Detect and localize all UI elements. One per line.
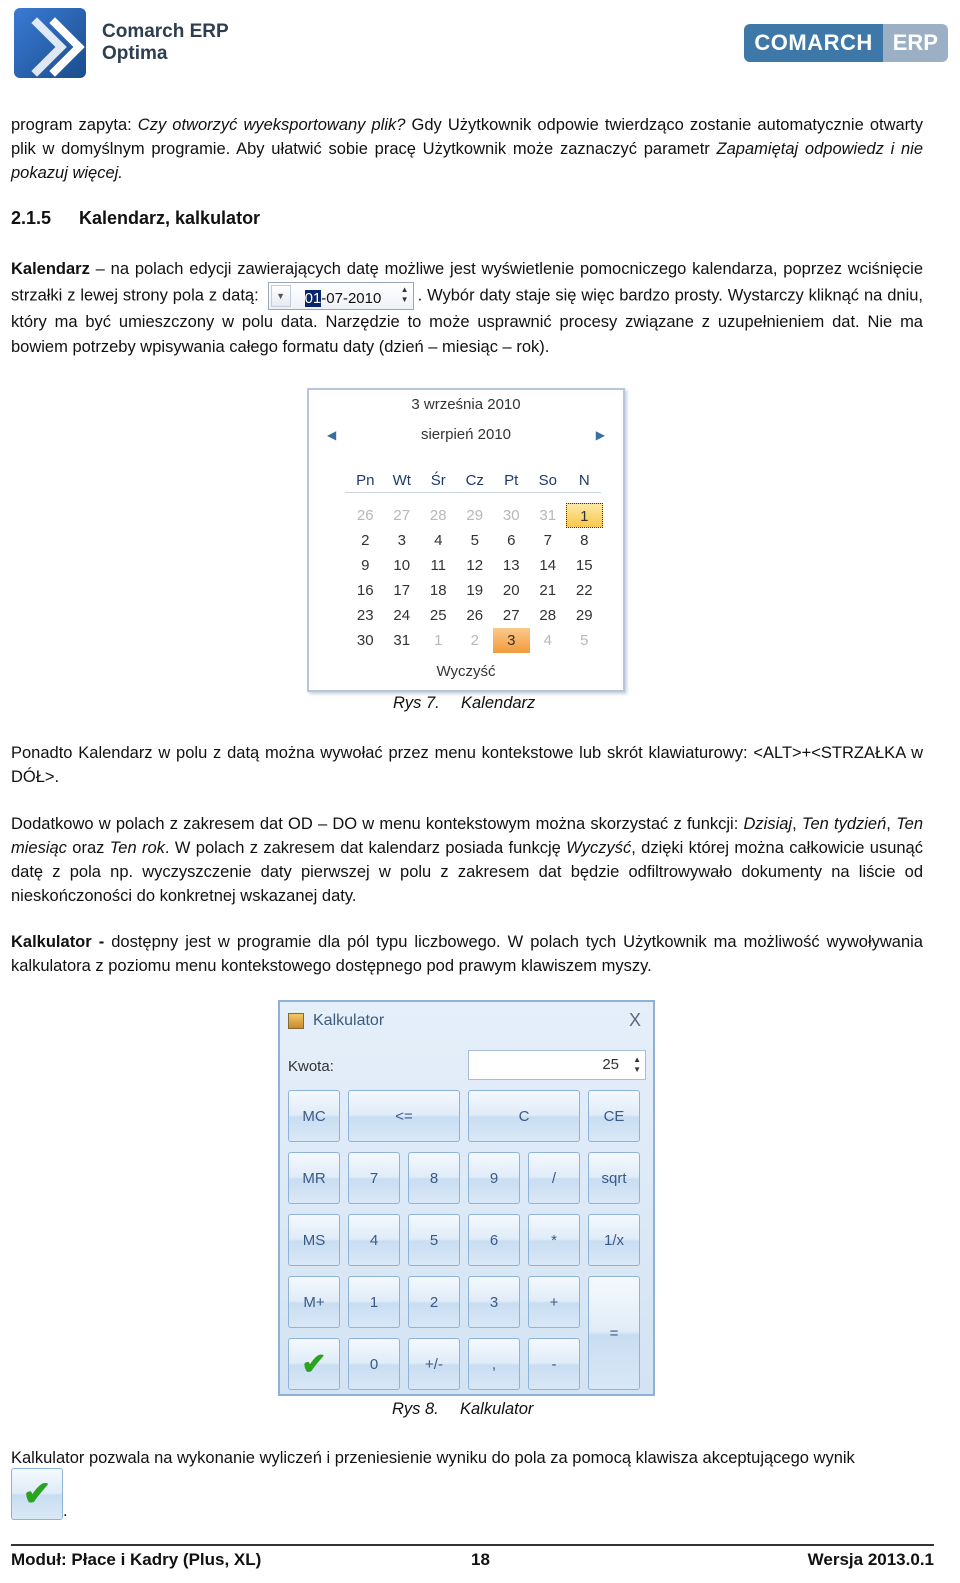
calendar-month-label[interactable]: sierpień 2010 (420, 426, 512, 443)
calendar-day[interactable]: 28 (429, 507, 447, 524)
paragraph-end-dot: . (63, 1502, 68, 1520)
calc-button-inv[interactable]: 1/x (588, 1214, 640, 1266)
calc-button-mul[interactable]: * (528, 1214, 580, 1266)
page-footer (11, 1544, 934, 1569)
weekday-header: Pn (356, 472, 375, 489)
calculator-titlebar (280, 1002, 653, 1038)
calc-button-div[interactable]: / (528, 1152, 580, 1204)
ok-checkmark-icon[interactable]: ✔ (288, 1338, 340, 1390)
calc-button-mc[interactable]: MC (288, 1090, 340, 1142)
calendar-day[interactable]: 17 (393, 582, 411, 599)
calendar-day[interactable]: 30 (356, 632, 374, 649)
calendar-day[interactable]: 27 (393, 507, 411, 524)
accept-checkmark-button[interactable]: ✔ (11, 1468, 63, 1520)
calendar-day[interactable]: 13 (502, 557, 520, 574)
brand-line2: Optima (102, 43, 168, 64)
footer-version: Wersja 2013.0.1 (807, 1550, 934, 1569)
figure-caption-8: Rys 8. Kalkulator (392, 1400, 534, 1418)
calendar-day[interactable]: 29 (466, 507, 484, 524)
paragraph-date-range: Dodatkowo w polach z zakresem dat OD – DO w menu kontekstowym można skorzystać z funkcji: Dzisiaj, Ten tydzień, Ten miesiąc oraz Ten rok. W polach z zakresem dat kalendarz posiada funkcję Wyczyść, dzięki której można całkowicie usunąć datę z pola np. wyczyszczenie daty pierwszej w polu z zakresem dat będzie odfiltrowywało dokumenty na liście od nieskończoności do konkretnej wskazanej daty. (11, 815, 924, 905)
amount-spin-icon[interactable]: ▲ ▼ (633, 1055, 641, 1074)
calendar-day[interactable]: 5 (580, 632, 589, 649)
section-number: 2.1.5 (11, 208, 52, 228)
calendar-day[interactable]: 8 (580, 532, 589, 549)
close-icon[interactable]: X (628, 1010, 641, 1030)
calendar-clear-button[interactable]: Wyczyść (436, 663, 496, 680)
calendar-day[interactable]: 31 (393, 632, 411, 649)
calculator-window (278, 1000, 655, 1396)
calendar-day[interactable]: 1 (434, 632, 443, 649)
prev-month-arrow-icon[interactable]: ◀ (327, 428, 337, 442)
date-field-sample[interactable]: ▼ 01-07-2010 ▲ ▼ (268, 282, 414, 310)
calc-button-ms[interactable]: MS (288, 1214, 340, 1266)
calendar-day[interactable]: 10 (393, 557, 411, 574)
dropdown-arrow-icon[interactable]: ▼ (271, 285, 291, 307)
brand-line1: Comarch ERP (102, 21, 229, 42)
calendar-day[interactable]: 15 (575, 557, 593, 574)
calendar-day[interactable]: 2 (470, 632, 479, 649)
calendar-day[interactable]: 30 (502, 507, 520, 524)
calendar-day[interactable]: 4 (543, 632, 552, 649)
calendar-day[interactable]: 6 (507, 532, 516, 549)
calendar-day[interactable]: 2 (361, 532, 370, 549)
section-title: Kalendarz, kalkulator (79, 208, 261, 228)
calc-button-n9[interactable]: 9 (468, 1152, 520, 1204)
calc-button-eq[interactable]: = (588, 1276, 640, 1390)
calendar-day[interactable]: 24 (393, 607, 411, 624)
amount-label: Kwota: (288, 1058, 334, 1075)
figure-caption-7: Rys 7. Kalendarz (393, 694, 536, 712)
weekday-header: N (578, 472, 590, 489)
erp-logo-text: ERP (883, 24, 948, 62)
calendar-divider (345, 492, 601, 493)
calc-button-mr[interactable]: MR (288, 1152, 340, 1204)
calc-button-n0[interactable]: 0 (348, 1338, 400, 1390)
calc-button-n2[interactable]: 2 (408, 1276, 460, 1328)
calc-button-mplus[interactable]: M+ (288, 1276, 340, 1328)
calendar-day[interactable]: 3 (493, 628, 530, 653)
weekday-header: Śr (430, 472, 446, 489)
calendar-day[interactable]: 1 (566, 503, 603, 528)
calendar-day[interactable]: 9 (361, 557, 370, 574)
optima-logo-icon (14, 8, 86, 78)
calendar-day[interactable]: 14 (539, 557, 557, 574)
comarch-erp-logo (744, 24, 948, 62)
weekday-header: Wt (392, 472, 411, 489)
amount-input[interactable]: 25 ▲ ▼ (468, 1050, 646, 1080)
calendar-day[interactable]: 29 (575, 607, 593, 624)
calendar-popup (307, 388, 625, 692)
calendar-day[interactable]: 3 (397, 532, 406, 549)
comarch-logo-text: COMARCH (744, 24, 882, 62)
calendar-day[interactable]: 27 (502, 607, 520, 624)
calendar-day[interactable]: 22 (575, 582, 593, 599)
calc-button-n1[interactable]: 1 (348, 1276, 400, 1328)
calc-button-minus[interactable]: - (528, 1338, 580, 1390)
paragraph-export: program zapyta: Czy otworzyć wyeksportowany plik? Gdy Użytkownik odpowie twierdząco zostanie automatycznie otwarty plik w domyślnym programie. Aby ułatwić sobie pracę Użytkownik może zaznaczyć parametr Zapamiętaj odpowiedz i nie pokazuj więcej. (11, 116, 924, 182)
calendar-day[interactable]: 26 (466, 607, 484, 624)
spin-arrows-icon[interactable]: ▲ ▼ (400, 285, 409, 304)
calc-button-n4[interactable]: 4 (348, 1214, 400, 1266)
calendar-day[interactable]: 18 (429, 582, 447, 599)
calc-button-n5[interactable]: 5 (408, 1214, 460, 1266)
calc-button-n8[interactable]: 8 (408, 1152, 460, 1204)
calc-button-n3[interactable]: 3 (468, 1276, 520, 1328)
weekday-header: Cz (465, 472, 484, 489)
calculator-title: Kalkulator (313, 1012, 385, 1029)
calc-button-comma[interactable]: , (468, 1338, 520, 1390)
weekday-header: Pt (504, 472, 519, 489)
comarch-erp-optima-logo (14, 8, 229, 78)
calc-button-back[interactable]: <= (348, 1090, 460, 1142)
calendar-day[interactable]: 12 (466, 557, 484, 574)
calendar-today-label[interactable]: 3 września 2010 (411, 396, 521, 413)
calc-button-n7[interactable]: 7 (348, 1152, 400, 1204)
page-header (0, 0, 960, 90)
calendar-day[interactable]: 31 (539, 507, 557, 524)
calendar-day[interactable]: 21 (539, 582, 557, 599)
calc-button-n6[interactable]: 6 (468, 1214, 520, 1266)
calculator-icon (288, 1013, 304, 1029)
calendar-grid (347, 468, 603, 653)
footer-module: Moduł: Płace i Kadry (Plus, XL) (11, 1550, 262, 1569)
section-heading (11, 208, 260, 229)
paragraph-calculator: Kalkulator - dostępny jest w programie dla pól typu liczbowego. W polach tych Użytkownik ma możliwość wywoływania kalkulatora z poziomu menu kontekstowego dostępnego pod prawym klawiszem myszy. (11, 933, 923, 975)
calendar-day[interactable]: 7 (543, 532, 552, 549)
calendar-day[interactable]: 25 (429, 607, 447, 624)
calc-button-plus[interactable]: + (528, 1276, 580, 1328)
calc-button-sign[interactable]: +/- (408, 1338, 460, 1390)
calc-button-ce[interactable]: CE (588, 1090, 640, 1142)
calendar-day[interactable]: 26 (356, 507, 374, 524)
calendar-day[interactable]: 4 (434, 532, 443, 549)
footer-page-number: 18 (471, 1550, 490, 1569)
calendar-day[interactable]: 5 (470, 532, 479, 549)
weekday-header: So (538, 472, 557, 489)
calc-button-c[interactable]: C (468, 1090, 580, 1142)
next-month-arrow-icon[interactable]: ▶ (595, 428, 605, 442)
paragraph-accept: Kalkulator pozwala na wykonanie wyliczeń i przeniesienie wyniku do pola za pomocą klawisza akceptującego wynik (11, 1449, 855, 1467)
calendar-day[interactable]: 11 (430, 557, 447, 574)
calendar-day[interactable]: 20 (502, 582, 520, 599)
calc-button-sqrt[interactable]: sqrt (588, 1152, 640, 1204)
paragraph-calendar: Kalendarz – na polach edycji zawierających datę możliwe jest wyświetlenie pomocniczego kalendarza, poprzez wciśnięcie strzałki z lewej strony pola z datą: ▼ 01-07-2010 ▲ ▼ . Wybór daty staje się więc bardzo prosty. Wystarczy kliknąć na dniu, który ma być umieszczony w polu data. Narzędzie to może usprawnić procesy związane z uzupełnieniem dat. Nie ma bowiem potrzeby wpisywania całego formatu daty (dzień – miesiąc – rok). (11, 260, 923, 356)
calendar-day[interactable]: 16 (356, 582, 374, 599)
calendar-day[interactable]: 28 (539, 607, 557, 624)
calendar-day[interactable]: 19 (466, 582, 484, 599)
paragraph-shortcut: Ponadto Kalendarz w polu z datą można wywołać przez menu kontekstowe lub skrót klawiaturowy: <ALT>+<STRZAŁKA w DÓŁ>. (11, 744, 923, 786)
calendar-day[interactable]: 23 (356, 607, 374, 624)
